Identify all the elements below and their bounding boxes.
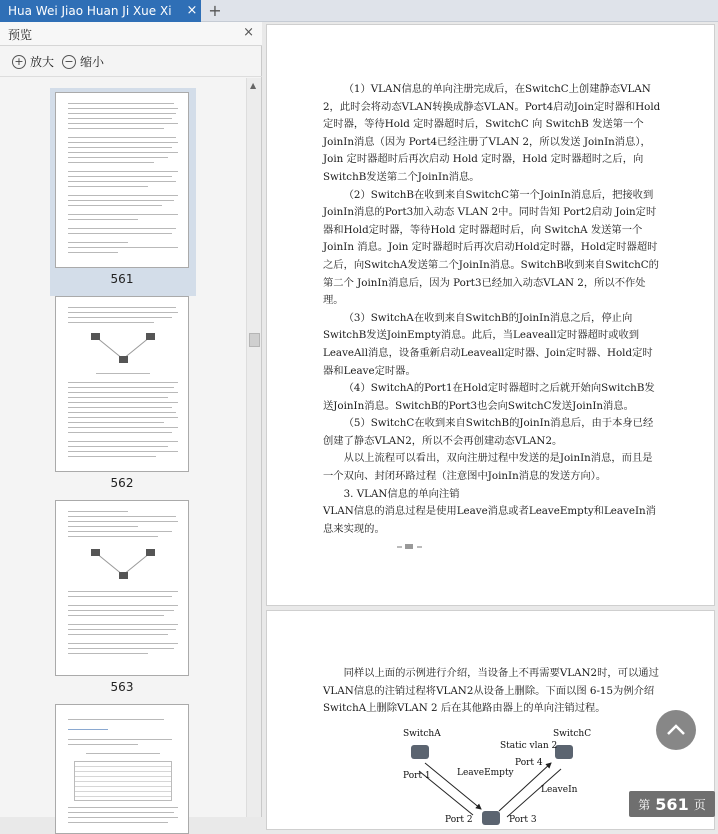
page-562-text [323,665,661,718]
paragraph: 同样以上面的示例进行介绍，当设备上不再需要VLAN2时，可以通过VLAN信息的注销过程将VLAN2从设备上删除。下面以图 6-15为例介绍SwitchA上删除VLAN 2 后在其他路由器上的单向注销过程。 [323,667,659,715]
sidebar-title: 预览 [8,28,33,42]
thumbnail-list [0,78,246,817]
paragraph: （1）VLAN信息的单向注册完成后，在SwitchC上创建静态VLAN 2，此时会将动态VLAN转换成静态VLAN。Port4启动Join定时器和Hold定时器，等待Hold 定时器超时后，SwitchC 向 SwitchB 发送第一个JoinIn消息（因为 Port4已经注册了VLAN 2，所以发送 JoinIn消息），Join 定时器超时后再次启动 Hold 定时器，Hold 定时器超时之后，向 SwitchB发送第二个JoinIn消息。 [323,83,661,183]
thumbnail-label-561: 561 [110,272,134,286]
paragraph: （2）SwitchB在收到来自SwitchC第一个JoinIn消息后，把接收到JoinIn消息的Port3加入动态 VLAN 2中。同时告知 Port2启动 Join定时器和Hold定时器，等待Hold 定时器超时后，向 SwitchA 发送第一个 JoinIn 消息。Join 定时器超时后再次启动Hold定时器，Hold定时器超时之后，向SwitchA发送第二个JoinIn消息。SwitchB收到来自SwitchC的第二个 JoinIn消息后，因为 Port3已经加入动态VLAN 2，所以不作处理。 [323,188,659,307]
thumbnail-label-563: 563 [110,680,134,694]
paragraph: VLAN信息的消息过程是使用Leave消息或者LeaveEmpty和LeaveIn消息来实现的。 [323,505,656,535]
tab-bar [0,0,718,22]
preview-sidebar [0,22,262,817]
zoom-in-button[interactable] [12,53,54,70]
static-vlan-label: Static vlan 2 [500,741,558,751]
sidebar-close-icon[interactable]: × [243,25,254,40]
thumbnail-label-562: 562 [110,476,134,490]
page-indicator-prefix: 第 [638,797,651,812]
document-page-561 [266,24,715,606]
thumbnail-diagram [86,329,160,369]
page-561-diagram-fragment [395,539,435,553]
zoom-in-icon: + [12,55,26,69]
document-tab[interactable] [0,0,201,22]
scrollbar-thumb[interactable] [249,333,260,347]
leave-empty-label: LeaveEmpty [457,768,514,778]
back-to-top-button[interactable] [656,710,696,750]
sidebar-scrollbar[interactable] [246,78,261,817]
switch-c-label: SwitchC [553,729,592,739]
page-indicator [629,791,715,817]
switch-b-icon [482,811,500,825]
page-indicator-suffix: 页 [693,797,706,812]
paragraph: （3）SwitchA在收到来自SwitchB的JoinIn消息之后，停止向SwitchB发送JoinEmpty消息。此后，当Leaveall定时器超时或收到LeaveAll消息，设备重新启动Leaveall定时器、Join定时器、Hold定时器和Leave定时器。 [323,311,653,377]
zoom-out-icon: − [62,55,76,69]
thumbnail-page-561[interactable] [55,92,189,268]
scroll-up-icon[interactable]: ▲ [250,81,257,90]
sidebar-header [0,22,262,46]
tab-title: Hua Wei Jiao Huan Ji Xue Xi [8,4,172,18]
zoom-in-label: 放大 [30,55,55,69]
page-indicator-number: 561 [655,794,689,814]
thumbnail-page-562[interactable] [55,296,189,472]
thumbnail-page-563[interactable] [55,500,189,676]
thumbnail-page-564[interactable] [55,704,189,834]
tab-close-icon[interactable]: × [186,3,198,18]
thumbnail-diagram [86,545,160,585]
paragraph: （4）SwitchA的Port1在Hold定时器超时之后就开始向SwitchB发送JoinIn消息。SwitchB的Port3也会向SwitchC发送JoinIn消息。 [323,382,655,412]
port2-label: Port 2 [445,815,473,825]
switch-a-icon [411,745,429,759]
paragraph: （5）SwitchC在收到来自SwitchB的JoinIn消息后，由于本身已经创建了静态VLAN2，所以不会再创建动态VLAN2。 [323,417,654,447]
zoom-out-label: 缩小 [80,55,105,69]
paragraph: 从以上流程可以看出，双向注册过程中发送的是JoinIn消息，而且是一个双向、封闭环路过程（注意图中JoinIn消息的发送方向）。 [323,452,653,483]
new-tab-button[interactable]: + [208,1,222,20]
page-561-text [323,81,661,538]
sidebar-toolbar [0,47,262,77]
zoom-out-button[interactable] [62,53,104,70]
switch-a-label: SwitchA [403,729,441,739]
port1-label: Port 1 [403,771,431,781]
section-heading: 3. VLAN信息的单向注销 [343,487,460,500]
switch-c-icon [555,745,573,759]
document-view [263,22,718,825]
port3-label: Port 3 [509,815,537,825]
port4-label: Port 4 [515,758,543,768]
leave-in-label: LeaveIn [541,785,578,795]
vlan-deregistration-diagram [395,731,595,831]
chevron-up-icon [666,724,686,736]
